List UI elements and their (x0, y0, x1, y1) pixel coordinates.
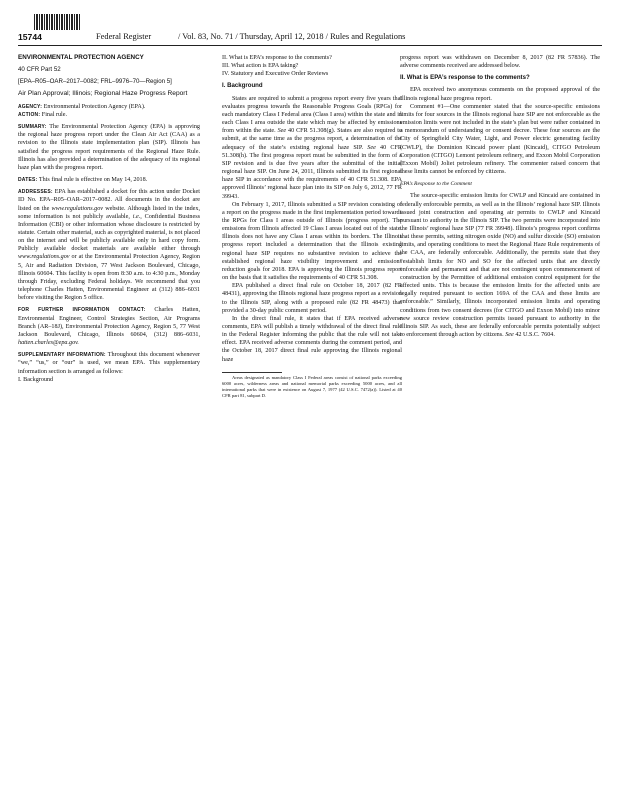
rule-title: Air Plan Approval; Illinois; Regional Haze Progress Report (18, 90, 188, 98)
issue-info: / Vol. 83, No. 71 / Thursday, April 12, 2018 / Rules and Regulations (178, 32, 406, 41)
contact-text: Charles Hatten, Environmental Engineer, Control Strategies Section, Air Programs Branch (AR–18J), Environmental Protection Agency, Region 5, 77 West Jackson Boulevard, Chicago, Illinois 60604, (312) 886–6031, (18, 307, 200, 338)
barcode-icon (34, 14, 80, 30)
journal-name: Federal Register (96, 32, 152, 41)
background-paragraph: In the direct final rule, it states that if EPA received adverse comments, EPA will publish a timely withdrawal of the direct final rule in the Federal Register informing the public that the rule will not take effect. EPA received adverse comments during the comment period, and the October 18, 2017 direct final rule approving the Illinois regional haze (222, 315, 402, 363)
footnote-divider (222, 372, 282, 373)
section-heading: II. What is EPA’s response to the comments? (400, 74, 530, 82)
page-header (18, 32, 602, 46)
background-paragraph: On February 1, 2017, Illinois submitted a SIP revision consisting of a report on the progress made in the first implementation period towards the RPGs for Class I areas outside of Illinois (progress report). The emissions from Illinois affected 19 Class I areas located out of the state. Illinois does not have any Class I areas within its borders. The Illinois progress report included a determination that the Illinois existing regional haze SIP requires no substantive revision to achieve the established regional haze visibility improvement and emissions reduction goals for 2018. EPA is approving the Illinois progress report on the basis that it satisfies the requirements of 40 CFR 51.308. (222, 201, 402, 282)
body-paragraph: progress report was withdrawn on December 8, 2017 (82 FR 57836). The adverse comments received are addressed below. (400, 55, 600, 70)
contact-label: FOR FURTHER INFORMATION CONTACT: (18, 307, 146, 314)
agency-label: AGENCY: (18, 103, 43, 110)
supplementary-text: Throughout this document whenever “we,” “us,” or “our” is used, we mean EPA. This supplementary information section is arranged as follows: (18, 352, 200, 375)
column-2 (222, 54, 402, 399)
column-3 (400, 54, 600, 339)
summary-text: The Environmental Protection Agency (EPA) is approving the regional haze progress report under the Clean Air Act (CAA) as a revision to the Illinois state implementation plan (SIP). Illinois has satisfied the progress report requirements of the Regional Haze Rule. Illinois has also provided a determination of the adequacy of its regional haze plan with the progress report. (18, 124, 200, 171)
background-text: 40 CFR 51.308(h). The first progress report must be submitted in the form of a SIP revision and is due five years after the submittal of the initial regional haze SIP. On June 24, 2011, Illinois submitted its first regional haze SIP in accordance with the requirements of 40 CFR 51.308. EPA approved Illinois’ regional haze plan into its SIP on July 6, 2012, 77 FR 39943. (222, 144, 402, 200)
comment-paragraph: Comment #1—One commenter stated that the source-specific emissions limits for four sources in the Illinois regional haze SIP are not enforceable as the emission limits were not included in the state’s plan but were rather contained in a memorandum of understanding or consent decree. These four sources are the City of Springfield City Water, Light, and Power electric generating facility (CWLP), the Dominion Kincaid power plant (Kincaid), CITGO Petroleum Corporation (CITGO) Lemont petroleum refinery, and Exxon Mobil Corporation (Exxon Mobil) Joliet petroleum refinery. The commenter raised concern that these limits cannot be enforced by citizens. (400, 103, 600, 176)
citation: 42 U.S.C. 7604. (515, 332, 555, 338)
response-paragraph (400, 192, 600, 339)
supplementary-paragraph (18, 351, 200, 375)
see-reference: See (277, 128, 287, 135)
dates-paragraph (18, 176, 200, 184)
dates-label: DATES: (18, 177, 38, 184)
page-number: 15744 (18, 32, 42, 42)
background-paragraph (222, 95, 402, 201)
summary-paragraph (18, 123, 200, 172)
header-divider (18, 45, 602, 46)
addresses-paragraph (18, 188, 200, 302)
docket-number: [EPA–R05–OAR–2017–0082; FRL–9976–70—Region 5] (18, 78, 172, 86)
agency-line (18, 103, 200, 111)
supplementary-label: SUPPLEMENTARY INFORMATION: (18, 352, 106, 359)
addresses-text: Confidential Business Information (CBI) or other information whose disclosure is restricted by statute. Certain other material, such as copyrighted material, is not placed on the internet and will be publicly available only in hard copy form. Publicly available docket materials are available either through (18, 213, 200, 253)
toc-item: I. Background (18, 376, 54, 383)
addresses-text: EPA has established a docket for this action under Docket ID No. EPA–R05–OAR–2017–0082. All documents in the docket are listed on the (18, 189, 200, 212)
addresses-ie: i.e., (132, 213, 142, 220)
agency-text: Environmental Protection Agency (EPA). (43, 103, 146, 110)
background-text: 40 CFR 51.308(g). States are also required to submit, at the same time as the progress report, a determination of the adequacy of the state’s existing regional haze SIP. (222, 128, 403, 151)
see-reference: See (367, 144, 376, 151)
cfr-part: 40 CFR Part 52 (18, 66, 61, 73)
regulations-link[interactable]: www.regulations.gov (51, 205, 104, 212)
addresses-label: ADDRESSES: (18, 189, 53, 196)
toc-item: IV. Statutory and Executive Order Reviews (222, 71, 329, 78)
body-paragraph: EPA received two anonymous comments on the proposed approval of the Illinois regional haze progress report. (400, 87, 600, 102)
contact-email-link[interactable]: hatten.charles@epa.gov. (18, 340, 79, 347)
toc-item: II. What is EPA’s response to the comments? (222, 55, 332, 61)
addresses-text: or at the Environmental Protection Agency, Region 5, Air and Radiation Division, 77 West Jackson Boulevard, Chicago, Illinois 60604. This facility is open from 8:30 a.m. to 4:30 p.m., Monday through Friday, excluding Federal holidays. We recommend that you telephone Charles Hatten, Environmental Engineer at (312) 886–6031 before visiting the Region 5 office. (18, 254, 200, 302)
column-1 (18, 54, 200, 384)
regulations-link[interactable]: www.regulations.gov (18, 254, 70, 261)
summary-label: SUMMARY: (18, 124, 47, 131)
agency-name: ENVIRONMENTAL PROTECTION AGENCY (18, 54, 144, 61)
background-paragraph: EPA published a direct final rule on October 18, 2017 (82 FR 48431), approving the Illinois regional haze progress report as a revision to the Illinois SIP, along with a proposed rule (82 FR 48473) that provided a 30-day public comment period. (222, 283, 402, 314)
response-heading: EPA’s Response to the Comment (400, 181, 472, 188)
see-reference: See (505, 332, 514, 338)
contact-paragraph (18, 306, 200, 347)
footnote: Areas designated as mandatory Class I Federal areas consist of national parks exceeding 6000 acres, wilderness areas and national memorial parks exceeding 5000 acres, and all international parks that were in existence on August 7, 1977 (42 U.S.C. 7472(a)). Listed at 40 CFR part 81, subpart D. (222, 374, 402, 398)
section-heading: I. Background (222, 82, 263, 90)
response-text: The source-specific emission limits for CWLP and Kincaid are contained in federally enforceable permits, as well as in the Illinois’ regional haze SIP. Illinois issued joint construction and operating air permits to CWLP and Kincaid pursuant to authority in the Illinois SIP. The two permits were incorporated into the Illinois’ regional haze SIP (77 FR 39948). Illinois’s progress report confirms that these permits, setting nitrogen oxide (NO) and sulfur dioxide (SO) emission limits, and operating conditions to meet the Regional Haze Rule requirements of the CAA, are federally enforceable. Additionally, the permits state that they “establish limits for NO and SO for the affected units that are directly enforceable and permanent and that are not contingent upon commencement of construction by the Permittee of additional emission control equipment for the affected units. This is because the emission limits for the affected units are legally required pursuant to section 169A of the CAA and these limits are enforceable.” Similarly, Illinois incorporated emission limits and operating conditions from two consent decrees (for CITGO and Exxon Mobil) into minor new source review construction permits issued pursuant to authority in the Illinois SIP. As such, these are federally enforceable permits potentially subject to enforcement through action by citizens. (400, 193, 600, 338)
background-text: States are required to submit a progress report every five years that evaluates progress towards the Reasonable Progress Goals (RPGs) for each mandatory Class I Federal area (Class I area) within the state and in each Class I area outside the state which may be affected by emissions from within the state. (222, 95, 402, 135)
action-label: ACTION: (18, 111, 41, 118)
action-text: Final rule. (41, 111, 68, 118)
dates-text: This final rule is effective on May 14, 2018. (38, 177, 148, 184)
action-line (18, 111, 200, 119)
addresses-text: website. Although listed in the index, some information is not publicly available, (18, 205, 200, 220)
toc-item: III. What action is EPA taking? (222, 63, 299, 70)
